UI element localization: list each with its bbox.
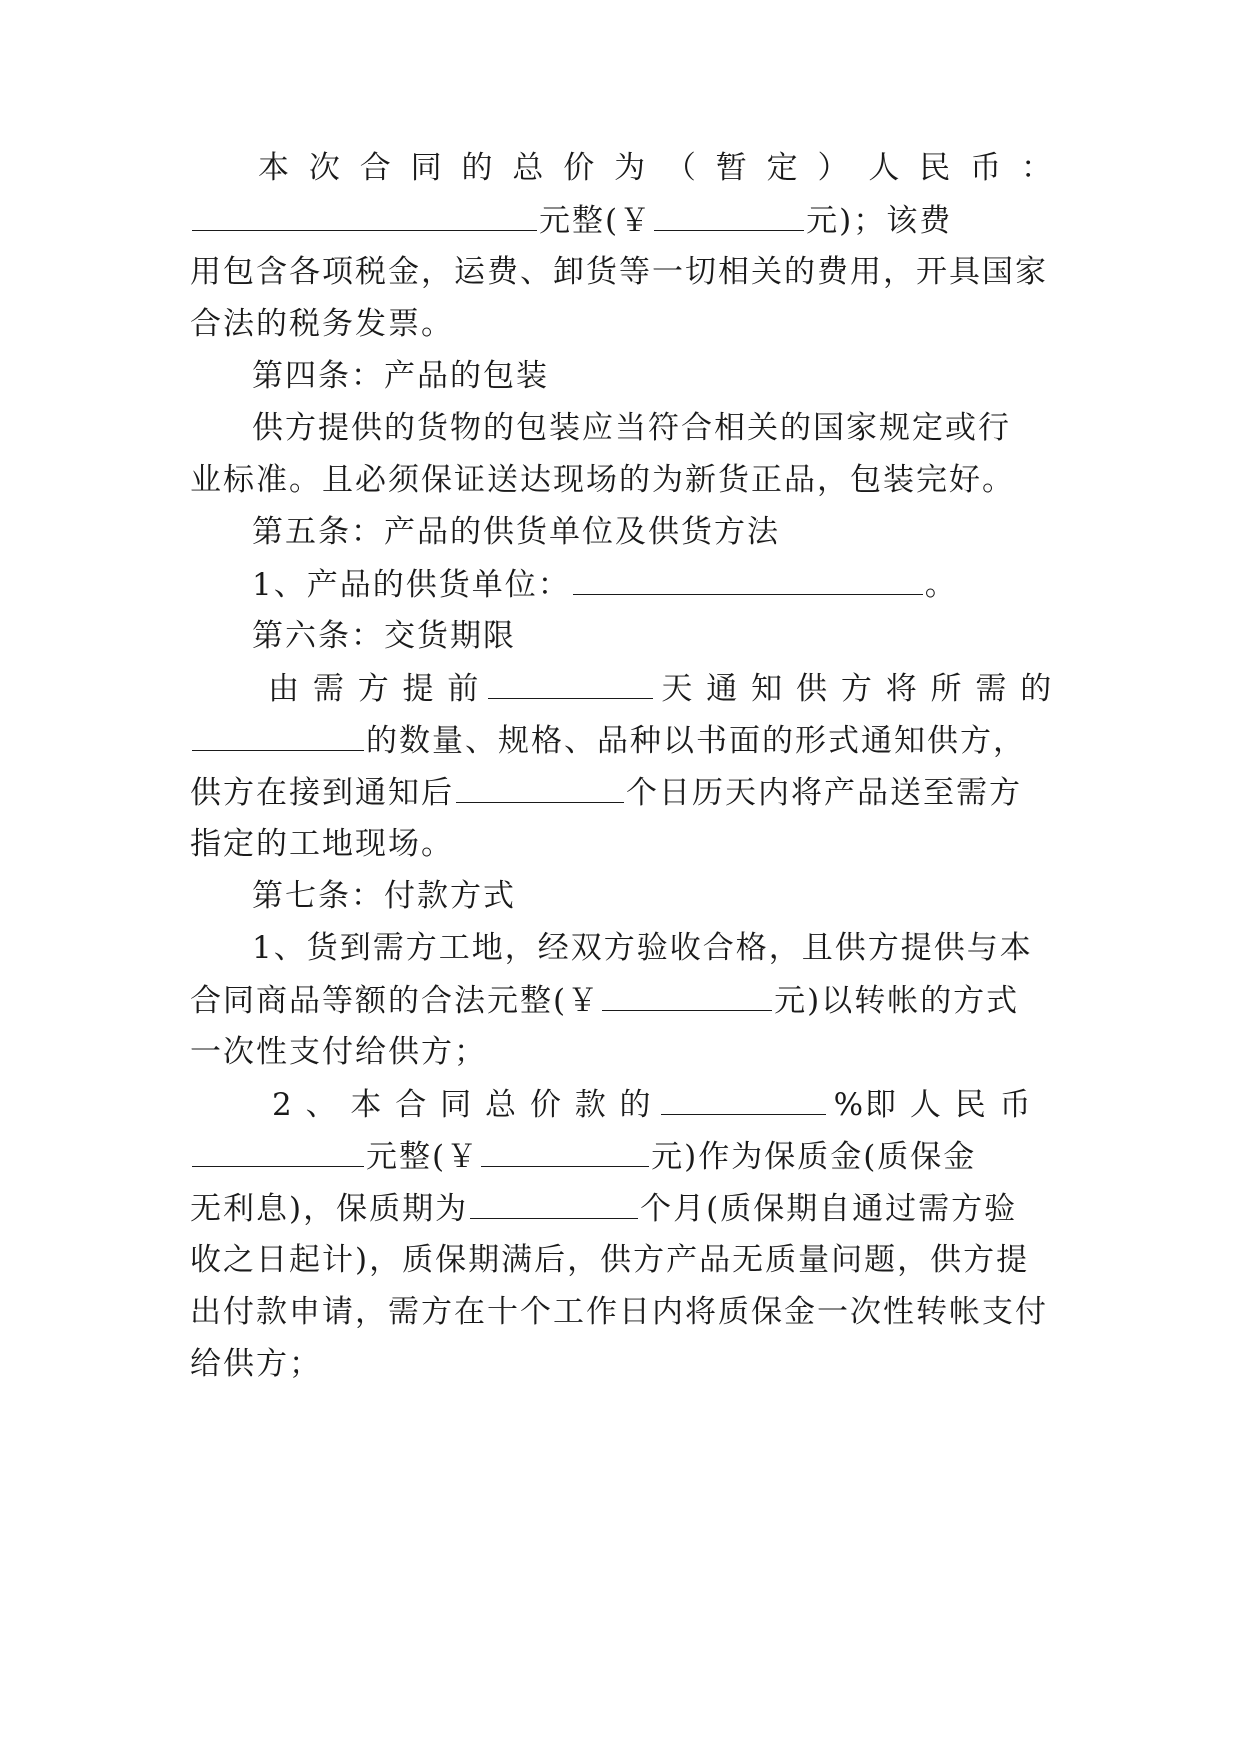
- blank-percent: [661, 1084, 826, 1115]
- blank-item: [192, 720, 364, 751]
- paragraph-line: [190, 824, 1054, 864]
- blank-days-notice: [488, 668, 653, 699]
- text-span: 2 、 本 合 同 总 价 款 的: [272, 1087, 653, 1123]
- text-span: 用包含各项税金，运费、卸货等一切相关的费用，开具国家: [190, 254, 1048, 290]
- blank-warranty-number: [481, 1136, 649, 1167]
- paragraph-line: [190, 304, 1054, 344]
- article-6-heading: [252, 616, 1116, 656]
- text-span: 第七条：付款方式: [252, 878, 516, 914]
- text-span: 给供方；: [190, 1346, 322, 1382]
- text-span: 1、货到需方工地，经双方验收合格，且供方提供与本: [252, 930, 1033, 966]
- blank-payment-amount: [602, 980, 772, 1011]
- text-span: 天 通 知 供 方 将 所 需 的: [661, 671, 1054, 707]
- delivery-detail-line: [190, 720, 1054, 761]
- warranty-period-line: [190, 1188, 1054, 1229]
- paragraph-line: [190, 460, 1054, 500]
- text-span: 业标准。且必须保证送达现场的为新货正品，包装完好。: [190, 462, 1015, 498]
- text-span: 供方提供的货物的包装应当符合相关的国家规定或行: [252, 410, 1011, 446]
- supply-unit-line: [252, 564, 1116, 605]
- blank-amount-number: [654, 200, 804, 231]
- paragraph-line: [190, 1344, 1054, 1384]
- text-span: 指定的工地现场。: [190, 826, 454, 862]
- delivery-notice-line: [268, 668, 1132, 709]
- article-7-heading: [252, 876, 1116, 916]
- payment-amount-line: [190, 980, 1054, 1021]
- text-span: 合法的税务发票。: [190, 306, 454, 342]
- paragraph-line: [252, 928, 1054, 968]
- warranty-amount-line: [190, 1136, 1054, 1177]
- total-price-amount-line: [190, 200, 1054, 241]
- text-span: 元整(￥: [539, 203, 653, 239]
- text-span: 一次性支付给供方；: [190, 1034, 487, 1070]
- article-4-heading: [252, 356, 1116, 396]
- text-span: 1、产品的供货单位：: [252, 567, 571, 603]
- text-span: 本 次 合 同 的 总 价 为 （ 暂 定 ） 人 民 币 ：: [258, 150, 1054, 186]
- total-price-line: [258, 148, 1054, 188]
- text-span: 第四条：产品的包装: [252, 358, 549, 394]
- text-span: 个日历天内将产品送至需方: [626, 775, 1022, 811]
- warranty-percent-line: [272, 1084, 1136, 1125]
- text-span: 供方在接到通知后: [190, 775, 454, 811]
- text-span: 的数量、规格、品种以书面的形式通知供方，: [366, 723, 1026, 759]
- paragraph-line: [190, 252, 1054, 292]
- blank-warranty-months: [470, 1188, 638, 1219]
- paragraph-line: [190, 1032, 1054, 1072]
- delivery-days-line: [190, 772, 1054, 813]
- text-span: 第五条：产品的供货单位及供货方法: [252, 514, 780, 550]
- text-span: 收之日起计)，质保期满后，供方产品无质量问题，供方提: [190, 1242, 1030, 1278]
- article-5-heading: [252, 512, 1116, 552]
- blank-amount-words: [192, 200, 537, 231]
- text-span: 。: [924, 567, 958, 603]
- blank-supply-unit: [573, 564, 923, 595]
- text-span: 元)；该费: [806, 203, 953, 239]
- blank-calendar-days: [456, 772, 624, 803]
- text-span: 由 需 方 提 前: [268, 671, 481, 707]
- text-span: 个月(质保期自通过需方验: [640, 1191, 1018, 1227]
- text-span: 元)作为保质金(质保金: [651, 1139, 977, 1175]
- text-span: 无利息)，保质期为: [190, 1191, 469, 1227]
- text-span: 出付款申请，需方在十个工作日内将质保金一次性转帐支付: [190, 1294, 1048, 1330]
- paragraph-line: [190, 1292, 1054, 1332]
- blank-warranty-words: [192, 1136, 364, 1167]
- paragraph-line: [252, 408, 1054, 448]
- text-span: %即 人 民 币: [833, 1087, 1033, 1123]
- text-span: 第六条：交货期限: [252, 618, 516, 654]
- text-span: 元)以转帐的方式: [774, 983, 1020, 1019]
- text-span: 合同商品等额的合法元整(￥: [190, 983, 601, 1019]
- text-span: 元整(￥: [366, 1139, 480, 1175]
- paragraph-line: [190, 1240, 1054, 1280]
